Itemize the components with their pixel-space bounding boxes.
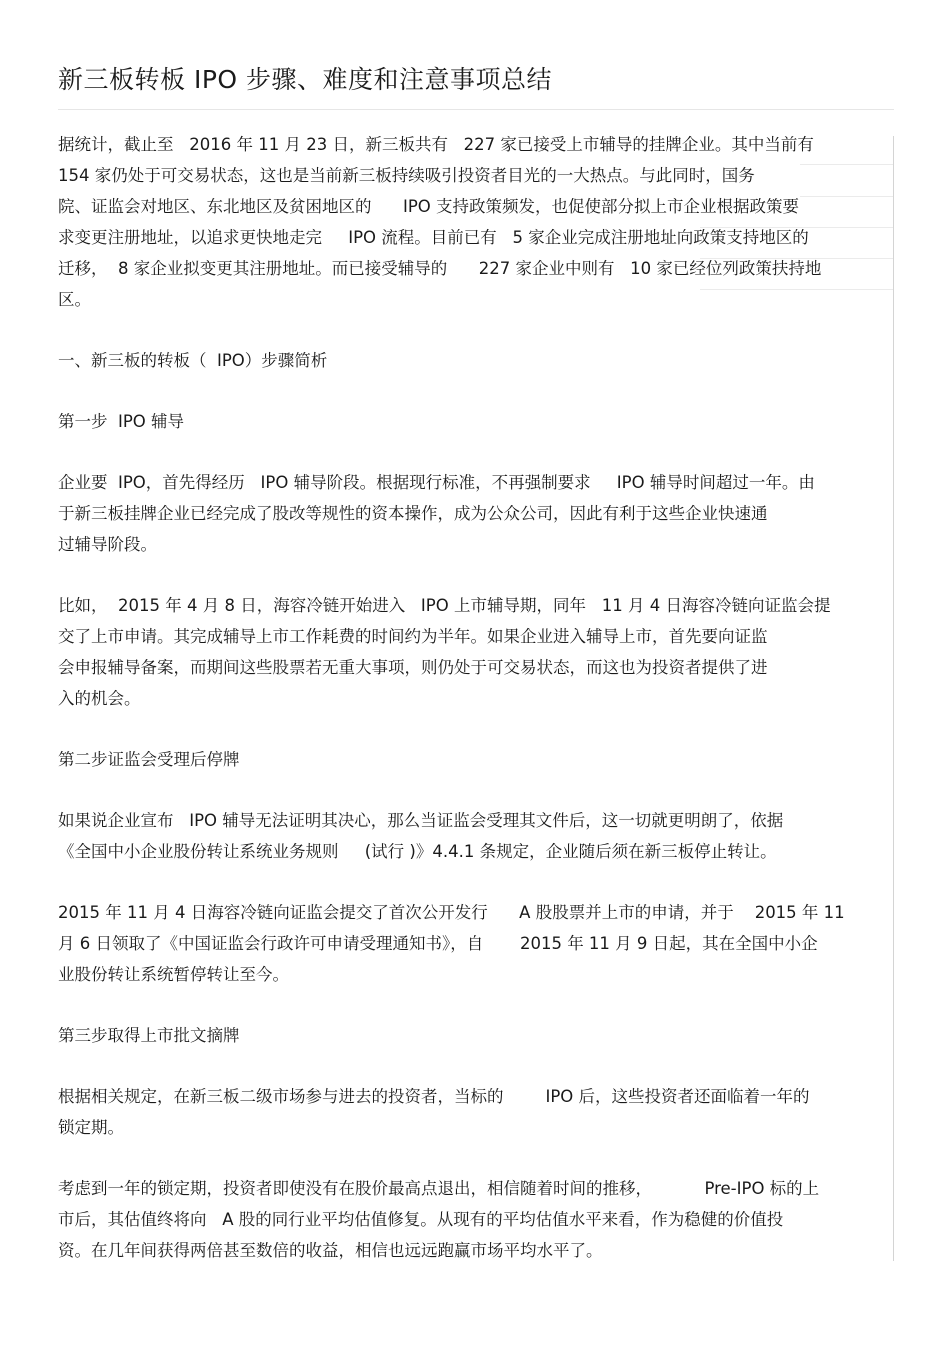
page-title: 新三板转板 IPO 步骤、难度和注意事项总结	[58, 65, 553, 94]
text-line: 一、新三板的转板（ IPO）步骤简析	[58, 351, 328, 370]
body-paragraph	[58, 590, 894, 714]
body-paragraph	[58, 129, 894, 315]
text-line: 于新三板挂牌企业已经完成了股改等规性的资本操作，成为公众公司，因此有利于这些企业快速通	[58, 504, 768, 523]
scan-artifact-line	[800, 164, 893, 165]
scan-artifact-line	[700, 289, 893, 290]
scan-artifact-line	[800, 196, 893, 197]
title-divider	[58, 109, 894, 110]
body-paragraph	[58, 1081, 894, 1143]
text-line: 过辅导阶段。	[58, 535, 157, 554]
section-heading	[58, 406, 894, 437]
right-margin-rule	[893, 136, 894, 1261]
text-line: 154 家仍处于可交易状态，这也是当前新三板持续吸引投资者目光的一大热点。与此同时，国务	[58, 166, 755, 185]
document-body	[58, 129, 894, 1266]
body-paragraph	[58, 805, 894, 867]
text-line: 迁移， 8 家企业拟变更其注册地址。而已接受辅导的 227 家企业中则有 10 家已经位列政策扶持地	[58, 259, 822, 278]
text-line: 入的机会。	[58, 689, 141, 708]
text-line: 会申报辅导备案，而期间这些股票若无重大事项，则仍处于可交易状态，而这也为投资者提供了进	[58, 658, 768, 677]
text-line: 如果说企业宣布 IPO 辅导无法证明其决心，那么当证监会受理其文件后，这一切就更明朗了，依据	[58, 811, 784, 830]
text-line: 第二步证监会受理后停牌	[58, 750, 240, 769]
section-heading	[58, 345, 894, 376]
text-line: 企业要 IPO，首先得经历 IPO 辅导阶段。根据现行标准，不再强制要求 IPO 辅导时间超过一年。由	[58, 473, 815, 492]
text-line: 考虑到一年的锁定期，投资者即使没有在股价最高点退出，相信随着时间的推移， Pre-IPO 标的上	[58, 1179, 820, 1198]
scan-artifact-line	[700, 258, 893, 259]
body-paragraph	[58, 1173, 894, 1266]
text-line: 根据相关规定，在新三板二级市场参与进去的投资者，当标的 IPO 后，这些投资者还面临着一年的	[58, 1087, 810, 1106]
body-paragraph	[58, 897, 894, 990]
body-paragraph	[58, 467, 894, 560]
text-line: 第一步 IPO 辅导	[58, 412, 185, 431]
text-line: 据统计，截止至 2016 年 11 月 23 日，新三板共有 227 家已接受上市辅导的挂牌企业。其中当前有	[58, 135, 814, 154]
text-line: 交了上市申请。其完成辅导上市工作耗费的时间约为半年。如果企业进入辅导上市，首先要向证监	[58, 627, 768, 646]
text-line: 比如， 2015 年 4 月 8 日，海容冷链开始进入 IPO 上市辅导期，同年 11 月 4 日海容冷链向证监会提	[58, 596, 831, 615]
text-line: 第三步取得上市批文摘牌	[58, 1026, 240, 1045]
scan-artifact-line	[700, 227, 893, 228]
text-line: 2015 年 11 月 4 日海容冷链向证监会提交了首次公开发行 A 股股票并上市的申请，并于 2015 年 11	[58, 903, 845, 922]
text-line: 业股份转让系统暂停转让至今。	[58, 965, 289, 984]
text-line: 资。在几年间获得两倍甚至数倍的收益，相信也远远跑赢市场平均水平了。	[58, 1241, 603, 1260]
text-line: 《全国中小企业股份转让系统业务规则 (试行 )》4.4.1 条规定，企业随后须在新三板停止转让。	[58, 842, 777, 861]
section-heading	[58, 1020, 894, 1051]
section-heading	[58, 744, 894, 775]
text-line: 求变更注册地址，以追求更快地走完 IPO 流程。目前已有 5 家企业完成注册地址向政策支持地区的	[58, 228, 809, 247]
text-line: 月 6 日领取了《中国证监会行政许可申请受理通知书》，自 2015 年 11 月 9 日起，其在全国中小企	[58, 934, 818, 953]
text-line: 锁定期。	[58, 1118, 124, 1137]
text-line: 区。	[58, 290, 91, 309]
text-line: 院、证监会对地区、东北地区及贫困地区的 IPO 支持政策频发，也促使部分拟上市企业根据政策要	[58, 197, 800, 216]
text-line: 市后，其估值终将向 A 股的同行业平均估值修复。从现有的平均估值水平来看，作为稳健的价值投	[58, 1210, 784, 1229]
